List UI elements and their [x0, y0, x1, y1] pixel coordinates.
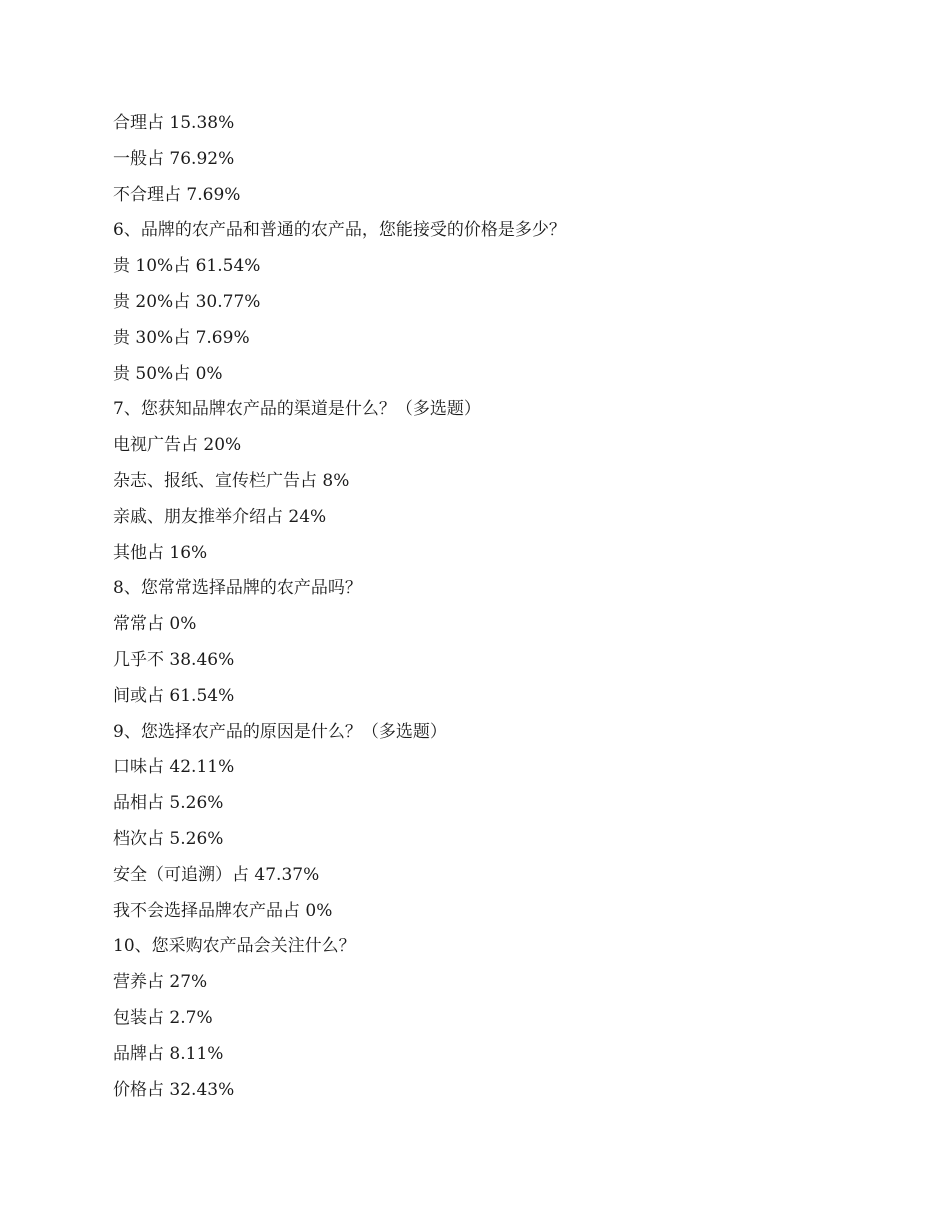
answer-word-of-mouth: 亲戚、朋友推举介绍占 24% — [113, 506, 327, 527]
question-8: 8、您常常选择品牌的农产品吗？ — [113, 578, 362, 599]
question-9: 9、您选择农产品的原因是什么？（多选题） — [113, 721, 447, 742]
question-10: 10、您采购农产品会关注什么？ — [113, 936, 356, 957]
answer-average: 一般占 76.92% — [113, 148, 235, 169]
answer-brand: 品牌占 8.11% — [113, 1043, 224, 1064]
question-7: 7、您获知品牌农产品的渠道是什么？（多选题） — [113, 399, 481, 420]
answer-reasonable: 合理占 15.38% — [113, 113, 235, 133]
answer-tv-ads: 电视广告占 20% — [113, 435, 242, 456]
answer-unreasonable: 不合理占 7.69% — [113, 184, 241, 205]
answer-no-brand: 我不会选择品牌农产品占 0% — [113, 900, 333, 921]
answer-price: 价格占 32.43% — [113, 1079, 235, 1100]
question-6: 6、品牌的农产品和普通的农产品，您能接受的价格是多少？ — [113, 220, 566, 241]
answer-grade: 档次占 5.26% — [113, 828, 224, 849]
answer-occasionally: 间或占 61.54% — [113, 685, 235, 706]
answer-almost-never: 几乎不 38.46% — [113, 649, 235, 670]
answer-taste: 口味占 42.11% — [113, 757, 235, 778]
answer-50-percent-more: 贵 50%占 0% — [113, 363, 223, 384]
answer-packaging: 包装占 2.7% — [113, 1007, 213, 1028]
document-body — [113, 106, 873, 1108]
answer-other-channels: 其他占 16% — [113, 542, 208, 563]
answer-nutrition: 营养占 27% — [113, 972, 208, 993]
answer-20-percent-more: 贵 20%占 30.77% — [113, 291, 261, 312]
answer-often: 常常占 0% — [113, 614, 197, 635]
answer-10-percent-more: 贵 10%占 61.54% — [113, 256, 261, 277]
answer-30-percent-more: 贵 30%占 7.69% — [113, 327, 250, 348]
answer-print-ads: 杂志、报纸、宣传栏广告占 8% — [113, 470, 350, 491]
answer-appearance: 品相占 5.26% — [113, 793, 224, 814]
answer-safety: 安全（可追溯）占 47.37% — [113, 864, 320, 885]
